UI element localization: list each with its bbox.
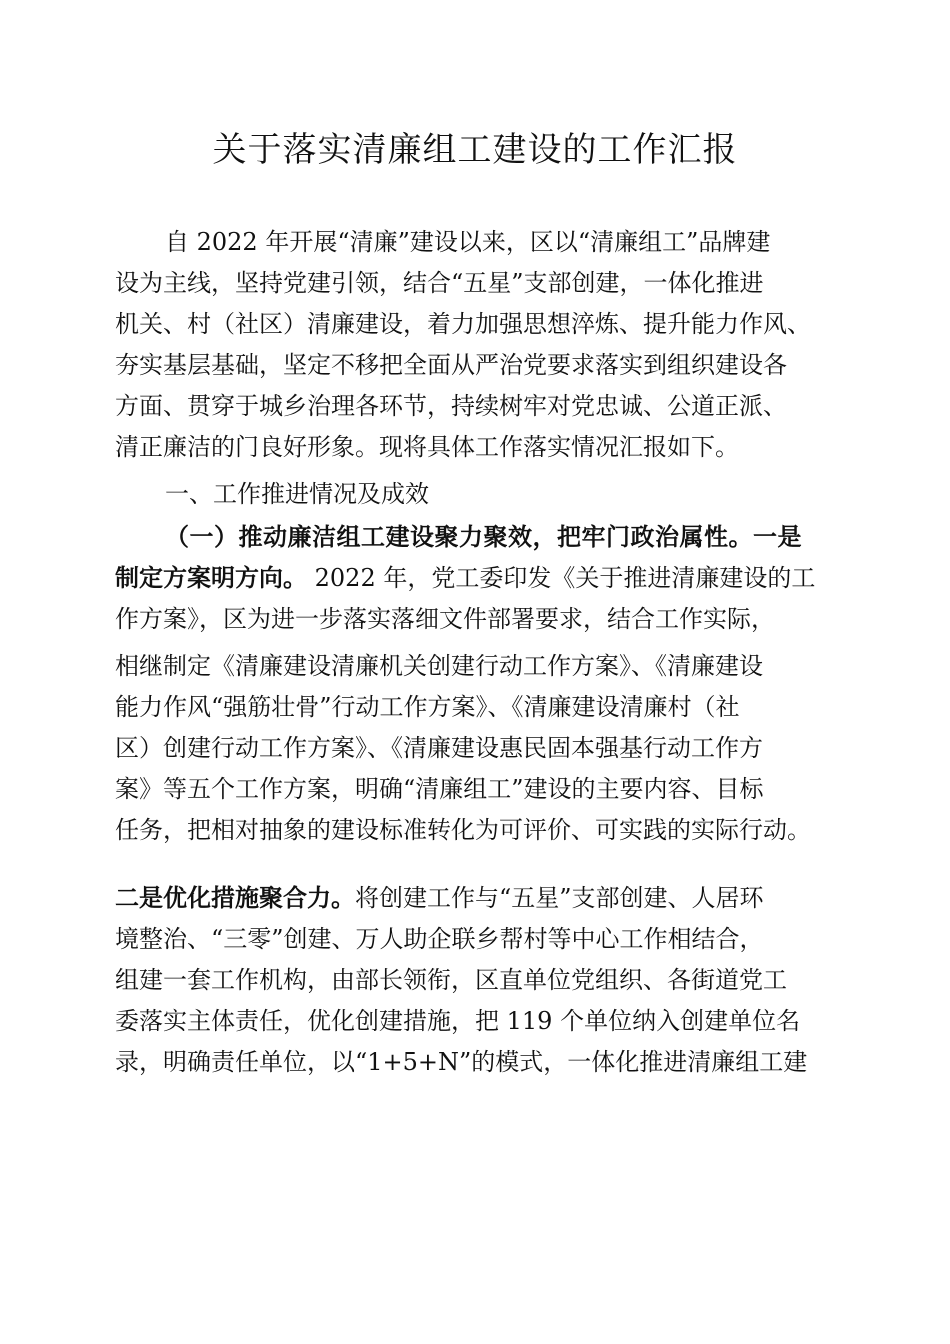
paragraph-line: 录，明确责任单位，以“1+5+N”的模式，一体化推进清廉组工建 [115,1048,808,1076]
paragraph-line: 方面、贯穿于城乡治理各环节，持续树牢对党忠诚、公道正派、 [115,392,787,420]
paragraph-line: 作方案》，区为进一步落实落细文件部署要求，结合工作实际， [115,605,775,633]
point-label: 制定方案明方向。 [115,564,307,592]
paragraph-line: 设为主线，坚持党建引领，结合“五星”支部创建，一体化推进 [115,269,764,297]
paragraph-line: 案》等五个工作方案，明确“清廉组工”建设的主要内容、目标 [115,775,764,803]
section-heading-text: 一、工作推进情况及成效 [165,480,429,508]
document-title: 关于落实清廉组工建设的工作汇报 [212,130,738,170]
paragraph-line: 组建一套工作机构，由部长领衔，区直单位党组织、各街道党工 [115,966,787,994]
point-text: 2022 年，党工委印发《关于推进清廉建设的工 [307,564,816,592]
paragraph-line: 机关、村（社区）清廉建设，着力加强思想淬炼、提升能力作风、 [115,310,811,338]
point-text: 将创建工作与“五星”支部创建、人居环 [355,884,764,912]
paragraph-line: 委落实主体责任，优化创建措施，把 119 个单位纳入创建单位名 [115,1007,801,1035]
point-2-paragraph [115,878,840,1083]
paragraph-line [115,878,840,919]
paragraph-line: 境整治、“三零”创建、万人助企联乡帮村等中心工作相结合， [115,925,764,953]
intro-paragraph [115,222,840,468]
paragraph-line: 能力作风“强筋壮骨”行动工作方案》、《清廉建设清廉村（社 [115,693,740,721]
point-label: 二是优化措施聚合力。 [115,884,355,912]
paragraph-line: 区）创建行动工作方案》、《清廉建设惠民固本强基行动工作方 [115,734,763,762]
section-heading [115,474,840,515]
paragraph-line: 夯实基层基础，坚定不移把全面从严治党要求落实到组织建设各 [115,351,787,379]
subsection-1-heading: （一）推动廉洁组工建设聚力聚效，把牢门政治属性。一是 [165,523,802,551]
paragraph-line: 自 2022 年开展“清廉”建设以来，区以“清廉组工”品牌建 [165,228,771,256]
subsection-1-paragraph [115,517,840,851]
paragraph-line: 相继制定《清廉建设清廉机关创建行动工作方案》、《清廉建设 [115,652,763,680]
paragraph-line: 清正廉洁的门良好形象。现将具体工作落实情况汇报如下。 [115,433,739,461]
paragraph-line: 任务，把相对抽象的建设标准转化为可评价、可实践的实际行动。 [115,816,811,844]
paragraph-line [115,558,840,599]
